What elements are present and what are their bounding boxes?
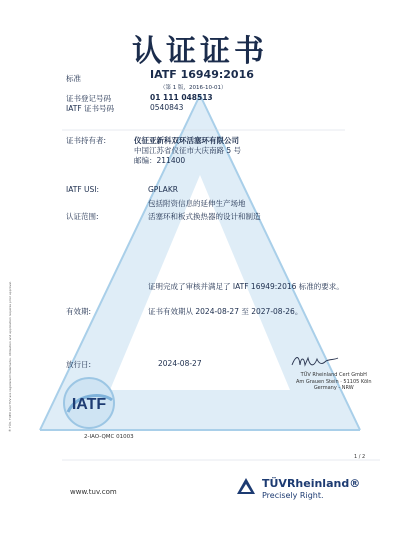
standard-value: IATF 16949:2016 <box>150 68 254 81</box>
standard-label: 标准 <box>66 74 81 83</box>
registration-label: 证书登记号码 <box>66 94 111 103</box>
usi-label: IATF USI: <box>66 185 100 194</box>
holder-address: 中国江苏省仪征市大庆南路 5 号 <box>134 146 242 155</box>
issue-label: 放行日: <box>66 360 92 369</box>
audit-statement: 证明完成了审核并满足了 IATF 16949:2016 标准的要求。 <box>148 282 344 291</box>
scope-value: 活塞环和板式换热器的设计和制造 <box>148 212 261 221</box>
issue-value: 2024-08-27 <box>158 359 202 368</box>
page-number: 1 / 2 <box>354 454 366 460</box>
footer-url: www.tuv.com <box>70 488 117 496</box>
brand-tagline: Precisely Right. <box>262 491 324 500</box>
iatf-accreditation-code: 2-IAO-QMC 01003 <box>84 434 134 440</box>
iatf-logo-text: IATF <box>71 396 107 413</box>
iatf-number-value: 0540843 <box>150 103 184 112</box>
registration-value: 01 111 048513 <box>150 93 213 102</box>
standard-edition: （第 1 版，2016-10-01） <box>160 85 227 91</box>
validity-value: 证书有效期从 2024-08-27 至 2027-08-26。 <box>148 307 303 316</box>
iatf-logo <box>60 374 118 432</box>
triangle-logo-icon <box>236 477 256 495</box>
validity-label: 有效期: <box>66 307 92 316</box>
page-title: 认证证书 <box>132 34 268 69</box>
issuer-country: Germany - NRW <box>313 385 354 391</box>
iatf-number-label: IATF 证书号码 <box>66 104 115 113</box>
issuer-name: TÜV Rheinland Cert GmbH <box>300 372 367 378</box>
holder-postcode: 邮编：211400 <box>134 156 186 165</box>
signature <box>290 353 340 371</box>
usi-note: 包括附资信息的延伸生产场地 <box>148 199 246 208</box>
issuer-block <box>296 372 372 392</box>
usi-value: GPLAKR <box>148 185 178 194</box>
issuer-address: Am Grauen Stein · 51105 Köln <box>296 378 372 385</box>
trademark-notice: ® TÜV, TUEV and TUV are registered trademarks. Utilisation and application requires prior approval. <box>8 280 12 432</box>
holder-name: 仪征亚新科双环活塞环有限公司 <box>134 136 239 145</box>
scope-label: 认证范围: <box>66 212 99 221</box>
holder-label: 证书持有者: <box>66 136 107 145</box>
brand-name: TÜVRheinland® <box>262 477 361 490</box>
